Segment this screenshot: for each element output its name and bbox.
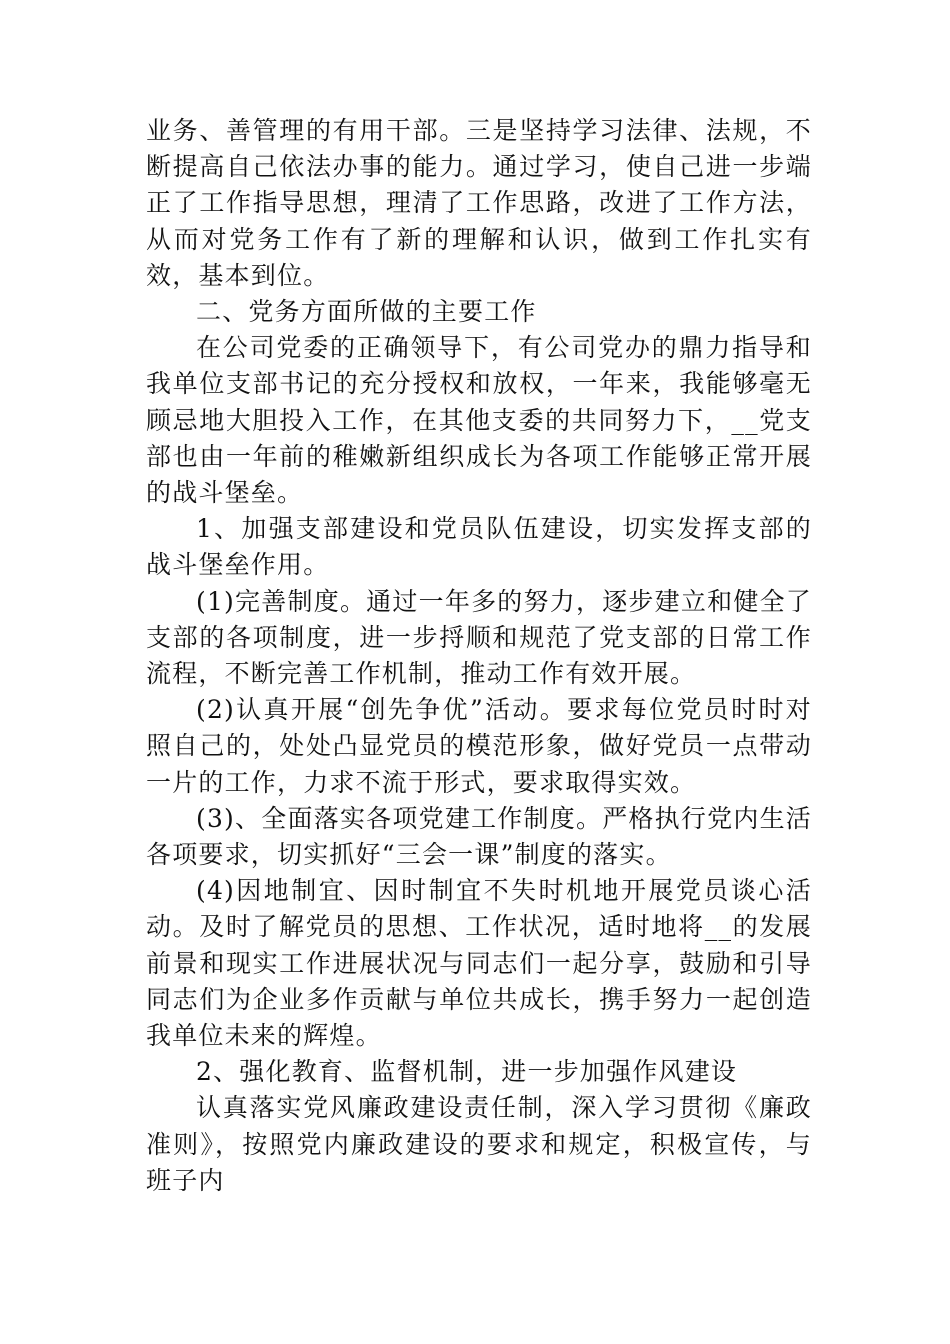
- subheading-9: 2、强化教育、监督机制，进一步加强作风建设: [196, 1057, 738, 1087]
- paragraph-7: (3)、全面落实各项党建工作制度。严格执行党内生活各项要求，切实抓好“三会一课”制度的落实。: [146, 803, 812, 870]
- subheading-4: 1、加强支部建设和党员队伍建设，切实发挥支部的战斗堡垒作用。: [146, 514, 812, 580]
- section-heading-2: 二、党务方面所做的主要工作: [196, 297, 537, 327]
- paragraph-3: 在公司党委的正确领导下，有公司党办的鼎力指导和我单位支部书记的充分授权和放权，一年来，我能够毫无顾忌地大胆投入工作，在其他支委的共同努力下，__党支部也由一年前的稚嫩新组织成长为各项工作能够正常开展的战斗堡垒。: [146, 333, 812, 508]
- document-page: [146, 113, 812, 1199]
- paragraph-10: 认真落实党风廉政建设责任制，深入学习贯彻《廉政准则》，按照党内廉政建设的要求和规定，积极宣传，与班子内: [146, 1093, 812, 1195]
- paragraph-8: (4)因地制宜、因时制宜不失时机地开展党员谈心活动。及时了解党员的思想、工作状况，适时地将__的发展前景和现实工作进展状况与同志们一起分享，鼓励和引导同志们为企业多作贡献与单位共成长，携手努力一起创造我单位未来的辉煌。: [146, 876, 812, 1051]
- paragraph-5: (1)完善制度。通过一年多的努力，逐步建立和健全了支部的各项制度，进一步捋顺和规范了党支部的日常工作流程，不断完善工作机制，推动工作有效开展。: [146, 586, 812, 689]
- paragraph-6: (2)认真开展“创先争优”活动。要求每位党员时时对照自己的，处处凸显党员的模范形象，做好党员一点带动一片的工作，力求不流于形式，要求取得实效。: [146, 695, 812, 797]
- paragraph-1: 业务、善管理的有用干部。三是坚持学习法律、法规，不断提高自己依法办事的能力。通过学习，使自己进一步端正了工作指导思想，理清了工作思路，改进了工作方法，从而对党务工作有了新的理解和认识，做到工作扎实有效，基本到位。: [146, 116, 812, 290]
